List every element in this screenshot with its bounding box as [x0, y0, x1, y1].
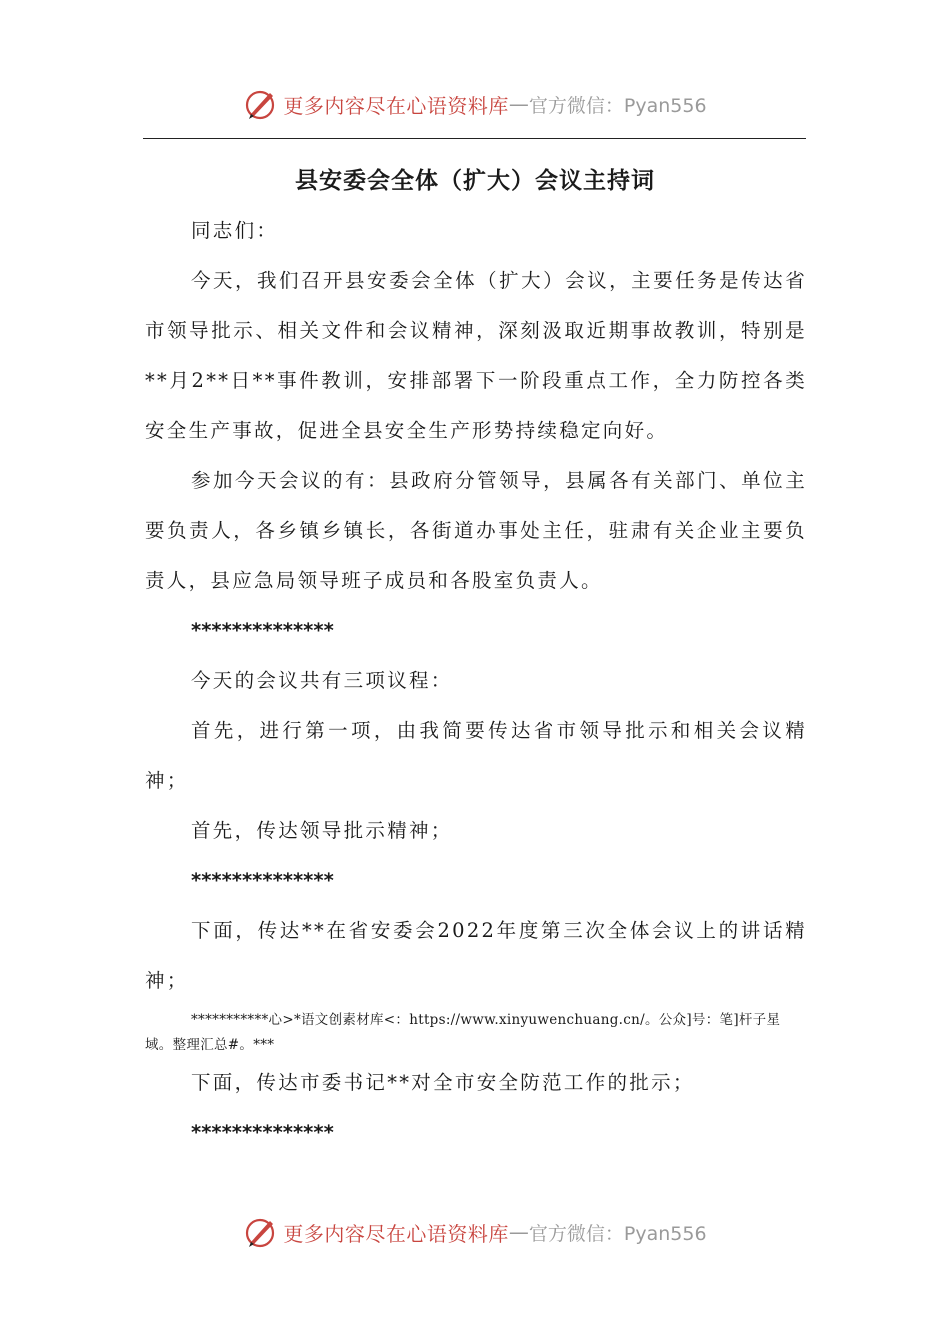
paragraph-greeting: 同志们： [191, 219, 279, 242]
document-title: 县安委会全体（扩大）会议主持词 [295, 168, 655, 194]
paragraph-separator-3: ************** [191, 1121, 334, 1144]
paragraph-separator-2: ************** [191, 869, 334, 892]
pen-logo-icon [243, 1214, 279, 1250]
paragraph-secretary: 下面，传达市委书记**对全市安全防范工作的批示； [191, 1071, 695, 1094]
banner-text: 更多内容尽在心语资料库 [283, 93, 509, 118]
paragraph-agenda-intro: 今天的会议共有三项议程： [191, 669, 453, 692]
banner-wechat: 官方微信：Pyan556 [528, 94, 707, 117]
source-note: ***********心>*语文创素材库<：https://www.xinyuwenchuang.cn/。公众]号：笔]杆子星域。整理汇总#。*** [145, 1012, 781, 1053]
pen-logo-icon [243, 86, 279, 122]
banner-separator: — [508, 1220, 529, 1244]
paragraph-purpose: 今天，我们召开县安委会全体（扩大）会议，主要任务是传达省市领导批示、相关文件和会议精神，深刻汲取近期事故教训，特别是**月2**日**事件教训，安排部署下一阶段重点工作，全力防控各类安全生产事故，促进全县安全生产形势持续稳定向好。 [145, 269, 807, 442]
paragraph-instructions: 首先，传达领导批示精神； [191, 819, 453, 842]
header-watermark-banner [0, 84, 950, 124]
banner-separator: — [508, 92, 529, 116]
footer-watermark-banner [0, 1212, 950, 1252]
paragraph-separator-1: ************** [191, 619, 334, 642]
paragraph-attendees: 参加今天会议的有：县政府分管领导，县属各有关部门、单位主要负责人，各乡镇乡镇长，各街道办事处主任，驻肃有关企业主要负责人，县应急局领导班子成员和各股室负责人。 [145, 469, 807, 592]
banner-text: 更多内容尽在心语资料库 [283, 1221, 509, 1246]
header-divider [143, 138, 806, 139]
paragraph-speech: 下面，传达**在省安委会2022年度第三次全体会议上的讲话精神； [145, 919, 807, 992]
paragraph-item-one: 首先，进行第一项，由我简要传达省市领导批示和相关会议精神； [145, 719, 807, 792]
banner-wechat: 官方微信：Pyan556 [528, 1222, 707, 1245]
document-body [145, 206, 807, 1158]
